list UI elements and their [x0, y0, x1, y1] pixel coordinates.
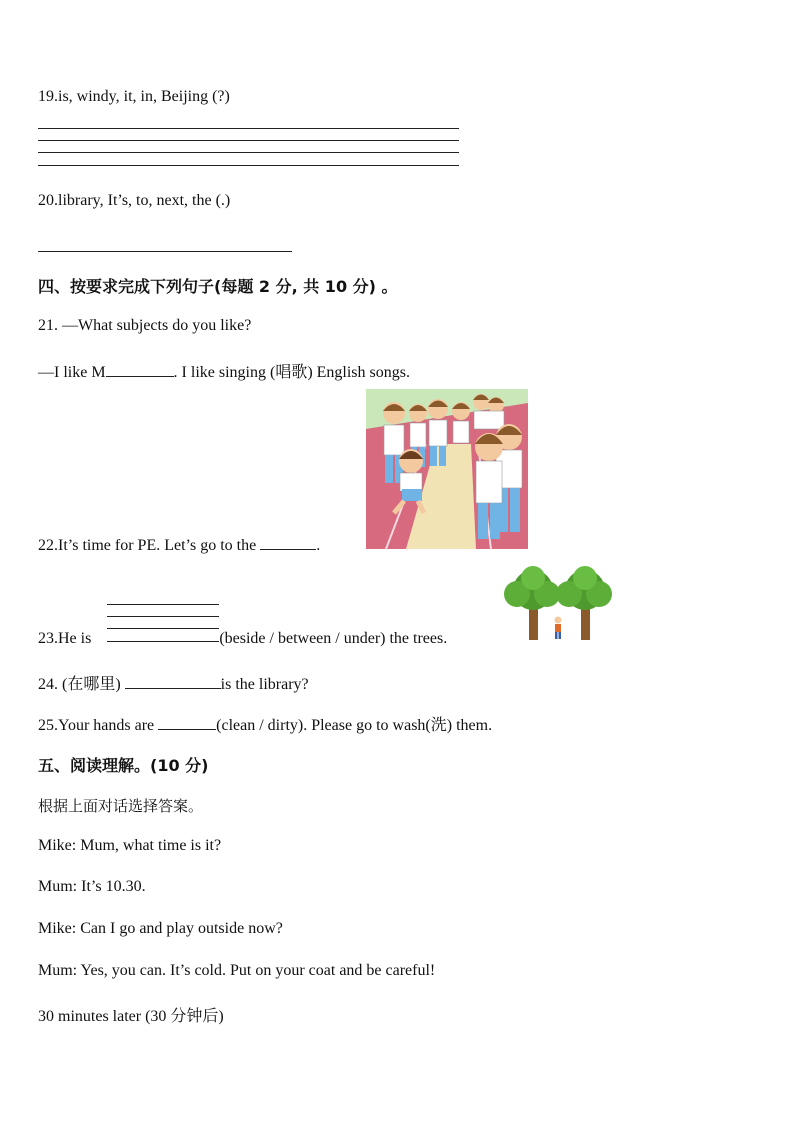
question-22-suffix: .	[316, 537, 321, 554]
dialogue-line: 30 minutes later (30 分钟后)	[38, 1008, 224, 1025]
answer-line[interactable]	[107, 616, 219, 617]
section-4-heading: 四、按要求完成下列句子(每题 2 分, 共 10 分) 。	[38, 277, 398, 296]
tree	[556, 566, 612, 640]
question-20: 20.library, It’s, to, next, the (.)	[38, 192, 231, 209]
dialogue-line: Mike: Can I go and play outside now?	[38, 920, 283, 937]
question-25-prefix: 25.Your hands are	[38, 717, 159, 734]
answer-line[interactable]	[107, 628, 219, 629]
trees-picture	[501, 566, 615, 642]
question-22	[38, 535, 320, 555]
question-23-suffix: (beside / between / under) the trees.	[215, 630, 448, 647]
dialogue-line: Mike: Mum, what time is it?	[38, 837, 222, 854]
answer-line[interactable]	[38, 128, 459, 129]
question-21: 21. —What subjects do you like?	[38, 317, 252, 334]
question-21-answer	[38, 359, 410, 382]
question-25	[38, 712, 492, 735]
section-5-heading: 五、阅读理解。(10 分)	[38, 756, 209, 775]
question-23	[38, 630, 447, 648]
kid	[452, 402, 470, 443]
sports-field-picture	[366, 389, 528, 549]
question-23-prefix: 23.He is	[38, 630, 96, 647]
answer-line[interactable]	[107, 604, 219, 605]
answer-suffix: . I like singing (唱歌) English songs.	[173, 364, 410, 381]
answer-line[interactable]	[38, 251, 292, 252]
answer-line[interactable]	[38, 140, 459, 141]
answer-line[interactable]	[38, 152, 459, 153]
dialogue-line: Mum: Yes, you can. It’s cold. Put on your coat and be careful!	[38, 962, 436, 979]
fill-blank[interactable]	[106, 362, 174, 377]
question-24-suffix: is the library?	[220, 676, 309, 693]
question-22-prefix: 22.It’s time for PE. Let’s go to the	[38, 537, 261, 554]
boy	[555, 617, 562, 640]
fill-blank[interactable]	[125, 674, 221, 689]
kid	[473, 394, 504, 429]
dialogue-line: Mum: It’s 10.30.	[38, 878, 146, 895]
answer-prefix: —I like M	[38, 364, 106, 381]
question-24	[38, 671, 309, 694]
question-25-suffix: (clean / dirty). Please go to wash(洗) them.	[216, 717, 493, 734]
fill-blank[interactable]	[158, 715, 216, 730]
fill-blank[interactable]	[260, 535, 316, 550]
question-24-prefix: 24. (在哪里)	[38, 676, 125, 693]
section-5-instruction: 根据上面对话选择答案。	[38, 797, 204, 815]
tree	[504, 566, 560, 640]
answer-line[interactable]	[38, 165, 459, 166]
question-19: 19.is, windy, it, in, Beijing (?)	[38, 88, 230, 105]
